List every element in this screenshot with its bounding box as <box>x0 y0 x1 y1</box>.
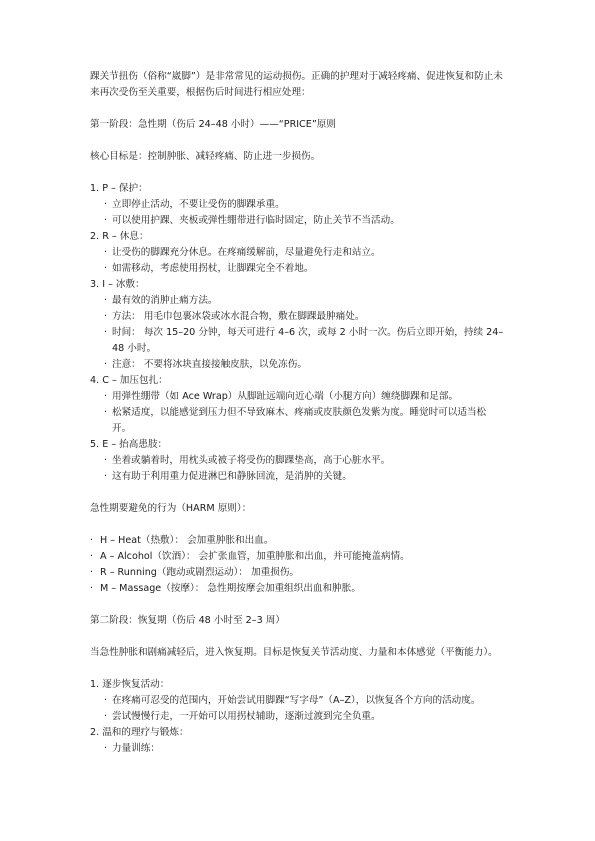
sub-list <box>90 453 505 485</box>
bullet-point: · 尝试慢慢行走，一开始可以用拐杖辅助，逐渐过渡到完全负重。 <box>104 709 505 725</box>
bullet-point: · 坐着或躺着时，用枕头或被子将受伤的脚踝垫高，高于心脏水平。 <box>104 453 505 469</box>
item-title: 2. 温和的理疗与锻炼： <box>90 727 189 738</box>
item-title: 1. 逐步恢复活动： <box>90 679 170 690</box>
list-item <box>90 229 505 277</box>
bullet-point: · 松紧适度，以能感觉到压力但不导致麻木、疼痛或皮肤颜色发紫为度。睡觉时可以适当松开。 <box>104 405 505 437</box>
phase2-heading: 第二阶段：恢复期（伤后 48 小时至 2–3 周） <box>90 615 285 626</box>
sub-list <box>90 197 505 229</box>
bullet-point: · 让受伤的脚踝充分休息。在疼痛缓解前，尽量避免行走和站立。 <box>104 245 505 261</box>
bullet-point: · 可以使用护踝、夹板或弹性绷带进行临时固定，防止关节不当活动。 <box>104 213 505 229</box>
list-item <box>90 277 505 373</box>
bullet-point: · 用弹性绷带（如 Ace Wrap）从脚趾远端向近心端（小腿方向）缠绕脚踝和足部。 <box>104 389 505 405</box>
bullet-point: · 如需移动，考虑使用拐杖，让脚踝完全不着地。 <box>104 261 505 277</box>
bullet-point: · 这有助于利用重力促进淋巴和静脉回流，是消肿的关键。 <box>104 469 505 485</box>
harm-item: · H – Heat（热敷）： 会加重肿胀和出血。 <box>90 533 505 549</box>
harm-list <box>90 533 505 597</box>
item-title: 5. E – 抬高患肢： <box>90 439 168 450</box>
item-title: 1. P – 保护： <box>90 183 148 194</box>
harm-item: · R – Running（跑动或剧烈运动）： 加重损伤。 <box>90 565 505 581</box>
sub-list <box>90 693 505 725</box>
phase2-list <box>90 677 505 757</box>
bullet-point: · 时间： 每次 15–20 分钟，每天可进行 4–6 次，或每 2 小时一次。伤后立即开始，持续 24–48 小时。 <box>104 325 505 357</box>
sub-list <box>90 245 505 277</box>
phase1-heading: 第一阶段：急性期（伤后 24–48 小时）——“PRICE”原则 <box>90 119 336 130</box>
intro-paragraph: 踝关节扭伤（俗称“崴脚”）是非常常见的运动损伤。正确的护理对于减轻疼痛、促进恢复和防止未来再次受伤至关重要，根据伤后时间进行相应处理： <box>90 71 503 98</box>
item-title: 3. I – 冰敷： <box>90 279 145 290</box>
item-title: 2. R – 休息： <box>90 231 149 242</box>
sub-list <box>90 389 505 437</box>
item-title: 4. C – 加压包扎： <box>90 375 168 386</box>
sub-list <box>90 741 505 757</box>
list-item <box>90 437 505 485</box>
list-item <box>90 725 505 757</box>
phase1-goal: 核心目标是：控制肿胀、减轻疼痛、防止进一步损伤。 <box>90 151 321 162</box>
list-item <box>90 373 505 437</box>
bullet-point: · 立即停止活动，不要让受伤的脚踝承重。 <box>104 197 505 213</box>
list-item <box>90 181 505 229</box>
harm-item: · M – Massage（按摩）： 急性期按摩会加重组织出血和肿胀。 <box>90 581 505 597</box>
bullet-point: · 力量训练： <box>104 741 505 757</box>
bullet-point: · 在疼痛可忍受的范围内，开始尝试用脚踝“写字母”（A–Z），以恢复各个方向的活动度。 <box>104 693 505 709</box>
phase1-list <box>90 181 505 485</box>
bullet-point: · 注意： 不要将冰块直接接触皮肤，以免冻伤。 <box>104 357 505 373</box>
sub-list <box>90 293 505 373</box>
bullet-point: · 最有效的消肿止痛方法。 <box>104 293 505 309</box>
list-item <box>90 677 505 725</box>
harm-item: · A – Alcohol（饮酒）： 会扩张血管，加重肿胀和出血，并可能掩盖病情。 <box>90 549 505 565</box>
harm-heading: 急性期要避免的行为（HARM 原则）： <box>90 503 252 514</box>
bullet-point: · 方法： 用毛巾包裹冰袋或冰水混合物，敷在脚踝最肿痛处。 <box>104 309 505 325</box>
phase2-description: 当急性肿胀和剧痛减轻后，进入恢复期。目标是恢复关节活动度、力量和本体感觉（平衡能力）。 <box>90 647 498 658</box>
